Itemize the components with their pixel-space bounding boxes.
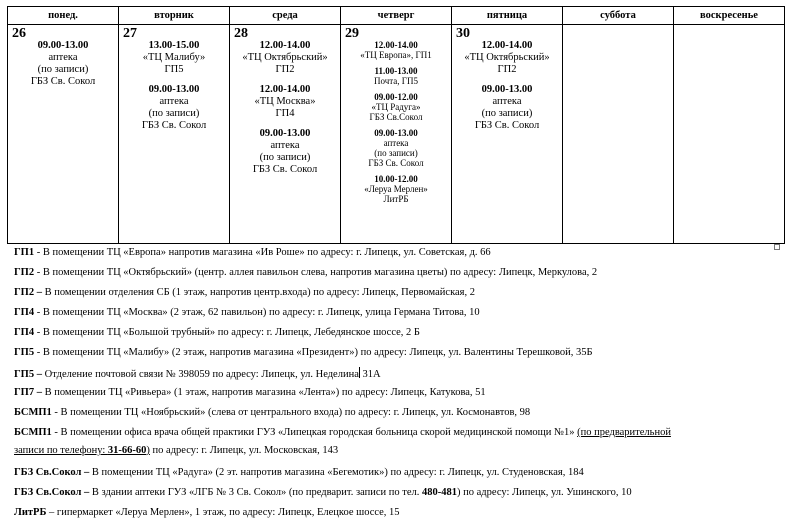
entry-line: аптека	[492, 96, 522, 107]
schedule-entry	[341, 40, 451, 60]
entry-time: 09.00-12.00	[374, 92, 418, 102]
entry-line: ГБЗ Св. Сокол	[368, 158, 424, 168]
entry-line: «ТЦ Радуга»	[371, 102, 421, 112]
day-cell-mon	[8, 25, 119, 244]
day-number: 27	[123, 26, 137, 41]
entry-time: 09.00-13.00	[148, 84, 200, 95]
day-number: 26	[12, 26, 26, 41]
day-cell-tue	[119, 25, 230, 244]
calendar-table	[7, 6, 785, 244]
legend-item-continued: записи по телефону: 31-66-60) по адресу: г. Липецк, ул. Московская, 143	[14, 445, 339, 456]
entry-time: 10.00-12.00	[374, 174, 418, 184]
header-wed: среда	[230, 7, 341, 25]
schedule-entry	[341, 128, 451, 168]
header-mon: понед.	[8, 7, 119, 25]
entry-line: «ТЦ Октябрьский»	[242, 52, 328, 63]
header-sun: воскресенье	[674, 7, 785, 25]
entry-line: ГБЗ Св. Сокол	[30, 76, 96, 87]
entry-line: аптека	[159, 96, 189, 107]
table-resize-handle[interactable]	[774, 244, 780, 250]
header-sat: суббота	[563, 7, 674, 25]
day-cell-sun	[674, 25, 785, 244]
legend-item: ГБЗ Св.Сокол – В здании аптеки ГУЗ «ЛГБ № 3 Св. Сокол» (по предварит. записи по тел. 480-481) по адресу: Липецк, ул. Ушинского, 10	[14, 487, 632, 498]
header-tue: вторник	[119, 7, 230, 25]
entry-line: ГБЗ Св. Сокол	[252, 164, 318, 175]
weekday-header-row	[8, 7, 785, 25]
legend-item: БСМП1 - В помещении ТЦ «Ноябрьский» (слева от центрального входа) по адресу: г. Липецк, ул. Космонавтов, 98	[14, 407, 531, 418]
schedule-entry	[452, 40, 562, 76]
entry-line: «ТЦ Москва»	[254, 96, 316, 107]
legend-item: ГП4 - В помещении ТЦ «Большой трубный» по адресу: г. Липецк, Лебедянское шоссе, 2 Б	[14, 327, 420, 338]
legend-item: ГП2 - В помещении ТЦ «Октябрьский» (центр. аллея павильон слева, напротив магазина цветы) по адресу: Липецк, Меркулова, 2	[14, 267, 598, 278]
entry-time: 11.00-13.00	[374, 66, 418, 76]
week-row	[8, 25, 785, 244]
entry-line: ГБЗ Св. Сокол	[141, 120, 207, 131]
entry-time: 12.00-14.00	[259, 40, 311, 51]
schedule-entry	[119, 84, 229, 132]
day-cell-sat	[563, 25, 674, 244]
entry-line: аптека	[270, 140, 300, 151]
entry-line: ГП5	[164, 64, 184, 75]
schedule-entry	[230, 40, 340, 76]
schedule-entry	[230, 84, 340, 120]
entry-line: Почта, ГП5	[373, 76, 419, 86]
legend-item: ГП7 – В помещении ТЦ «Ривьера» (1 этаж, напротив магазина «Лента») по адресу: Липецк, Катукова, 51	[14, 387, 486, 398]
entry-line: ГП2	[275, 64, 295, 75]
entry-line: ГП2	[497, 64, 517, 75]
entry-time: 09.00-13.00	[374, 128, 418, 138]
entry-time: 13.00-15.00	[148, 40, 200, 51]
legend-item: ГП1 - В помещении ТЦ «Европа» напротив магазина «Ив Роше» по адресу: г. Липецк, ул. Советская, д. 66	[14, 247, 491, 258]
day-number: 28	[234, 26, 248, 41]
header-thu: четверг	[341, 7, 452, 25]
schedule-entry	[341, 92, 451, 122]
entry-line: (по записи)	[259, 152, 311, 163]
entry-line: «ТЦ Октябрьский»	[464, 52, 550, 63]
legend-item: ГП5 - В помещении ТЦ «Малибу» (2 этаж, напротив магазина «Президент») по адресу: Липецк, ул. Валентины Терешковой, 35Б	[14, 347, 593, 358]
entry-line: «Леруа Мерлен»	[364, 184, 428, 194]
entry-line: ГП4	[275, 108, 295, 119]
legend-item: БСМП1 - В помещении офиса врача общей практики ГУЗ «Липецкая городская больница скорой медицинской помощи №1» (по предварительной	[14, 427, 671, 438]
entry-time: 09.00-13.00	[481, 84, 533, 95]
entry-time: 12.00-14.00	[259, 84, 311, 95]
entry-time: 09.00-13.00	[37, 40, 89, 51]
entry-line: «ТЦ Малибу»	[142, 52, 206, 63]
entry-time: 12.00-14.00	[481, 40, 533, 51]
entry-line: ГБЗ Св.Сокол	[369, 112, 423, 122]
entry-time: 12.00-14.00	[374, 40, 418, 50]
schedule-entry	[341, 66, 451, 86]
legend-item: ГП2 – В помещении отделения СБ (1 этаж, напротив центр.входа) по адресу: Липецк, Первомайская, 2	[14, 287, 476, 298]
day-cell-thu	[341, 25, 452, 244]
schedule-entry	[452, 84, 562, 132]
entry-line: (по записи)	[374, 148, 418, 158]
day-number: 29	[345, 26, 359, 41]
entry-line: ГБЗ Св. Сокол	[474, 120, 540, 131]
schedule-entry	[8, 40, 118, 88]
entry-line: «ТЦ Европа», ГП1	[360, 50, 432, 60]
header-fri: пятница	[452, 7, 563, 25]
entry-line: (по записи)	[37, 64, 89, 75]
entry-time: 09.00-13.00	[259, 128, 311, 139]
entry-line: ЛитРБ	[383, 194, 409, 204]
legend-item: ГП5 – Отделение почтовой связи № 398059 по адресу: Липецк, ул. Неделина 31А	[14, 369, 381, 380]
legend-item: ЛитРБ – гипермаркет «Леруа Мерлен», 1 этаж, по адресу: Липецк, Елецкое шоссе, 15	[14, 507, 400, 518]
day-cell-wed	[230, 25, 341, 244]
schedule-entry	[230, 128, 340, 176]
day-cell-fri	[452, 25, 563, 244]
day-number: 30	[456, 26, 470, 41]
schedule-entry	[341, 174, 451, 204]
entry-line: (по записи)	[481, 108, 533, 119]
entry-line: аптека	[48, 52, 78, 63]
schedule-entry	[119, 40, 229, 76]
legend-item: ГБЗ Св.Сокол – В помещении ТЦ «Радуга» (2 эт. напротив магазина «Бегемотик») по адресу: г. Липецк, ул. Студеновская, 184	[14, 467, 584, 478]
legend-item: ГП4 - В помещении ТЦ «Москва» (2 этаж, 62 павильон) по адресу: г. Липецк, улица Германа Титова, 10	[14, 307, 480, 318]
entry-line: аптека	[383, 138, 409, 148]
entry-line: (по записи)	[148, 108, 200, 119]
